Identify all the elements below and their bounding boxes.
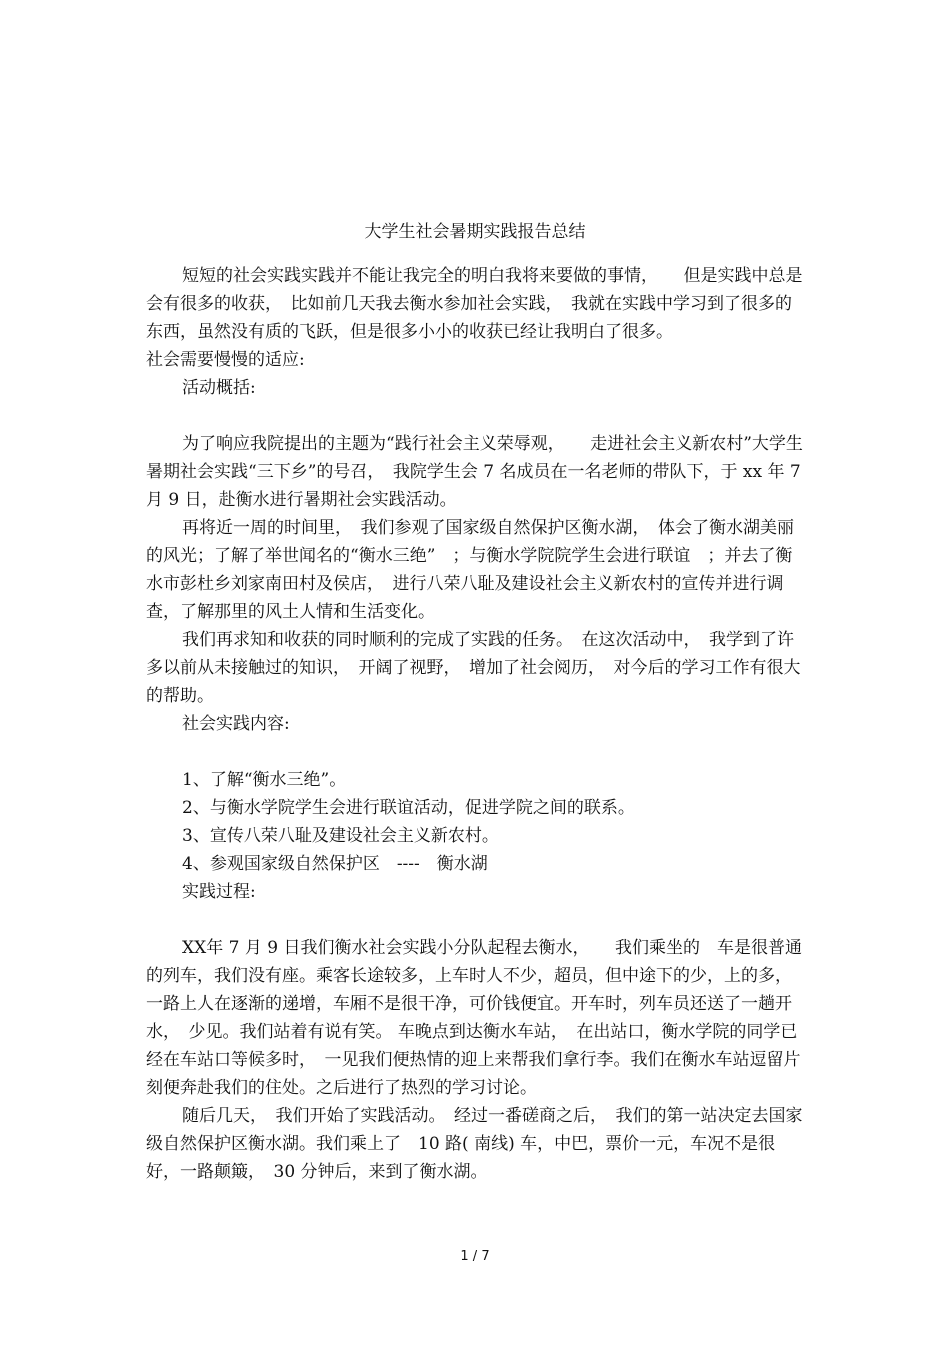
list-item: 2、与衡水学院学生会进行联谊活动，促进学院之间的联系。 <box>182 798 635 818</box>
blank-line <box>146 906 806 934</box>
blank-line <box>146 402 806 430</box>
paragraph-journey: XX年 7 月 9 日我们衡水社会实践小分队起程去衡水， 我们乘坐的 车是很普通的列车，我们没有座。乘客长途较多，上车时人不少，超员，但中途下的少，上的多，一路上人在逐渐的递增，车厢不是很干净，可价钱便宜。开车时，列车员还送了一趟开水， 少见。我们站着有说有笑。 车晚点到达衡水车站， 在出站口，衡水学院的同学已经在车站口等候多时， 一见我们便热情的迎上来帮我们拿行李。我们在衡水车站逗留片刻便奔赴我们的住处。之后进行了热烈的学习讨论。 <box>146 938 802 1098</box>
paragraph-week: 再将近一周的时间里， 我们参观了国家级自然保护区衡水湖， 体会了衡水湖美丽的风光；了解了举世闻名的“衡水三绝” ；与衡水学院院学生会进行联谊 ；并去了衡水市彭杜乡刘家南田村及侯店， 进行八荣八耻及建设社会主义新农村的宣传并进行调查，了解那里的风土人情和生活变化。 <box>146 518 794 622</box>
list-item: 1、了解“衡水三绝”。 <box>182 770 347 790</box>
paragraph-heading-adapt: 社会需要慢慢的适应: <box>146 350 305 370</box>
page-number: 1 / 7 <box>460 1249 490 1264</box>
document-body <box>146 262 806 1186</box>
section-heading-process: 实践过程: <box>182 882 256 902</box>
paragraph-gains: 我们再求知和收获的同时顺利的完成了实践的任务。 在这次活动中， 我学到了许多以前从未接触过的知识， 开阔了视野， 增加了社会阅历， 对今后的学习工作有很大的帮助。 <box>146 630 801 706</box>
blank-line <box>146 738 806 766</box>
paragraph-intro: 短短的社会实践实践并不能让我完全的明白我将来要做的事情， 但是实践中总是会有很多的收获， 比如前几天我去衡水参加社会实践， 我就在实践中学习到了很多的东西，虽然没有质的飞跃，但是很多小小的收获已经让我明白了很多。 <box>146 266 803 342</box>
list-item: 4、参观国家级自然保护区 ---- 衡水湖 <box>182 854 488 874</box>
document-title: 大学生社会暑期实践报告总结 <box>364 222 586 242</box>
section-heading-overview: 活动概括: <box>182 378 256 398</box>
paragraph-theme: 为了响应我院提出的主题为“践行社会主义荣辱观， 走进社会主义新农村”大学生暑期社会实践“三下乡”的号召， 我院学生会 7 名成员在一名老师的带队下，于 xx 年 7 月 9 日，赴衡水进行暑期社会实践活动。 <box>146 434 803 510</box>
section-heading-content: 社会实践内容: <box>182 714 290 734</box>
paragraph-lake: 随后几天， 我们开始了实践活动。 经过一番磋商之后， 我们的第一站决定去国家级自然保护区衡水湖。我们乘上了 10 路( 南线) 车，中巴，票价一元，车况不是很好，一路颠簸， 30 分钟后，来到了衡水湖。 <box>146 1106 803 1182</box>
list-item: 3、宣传八荣八耻及建设社会主义新农村。 <box>182 826 499 846</box>
